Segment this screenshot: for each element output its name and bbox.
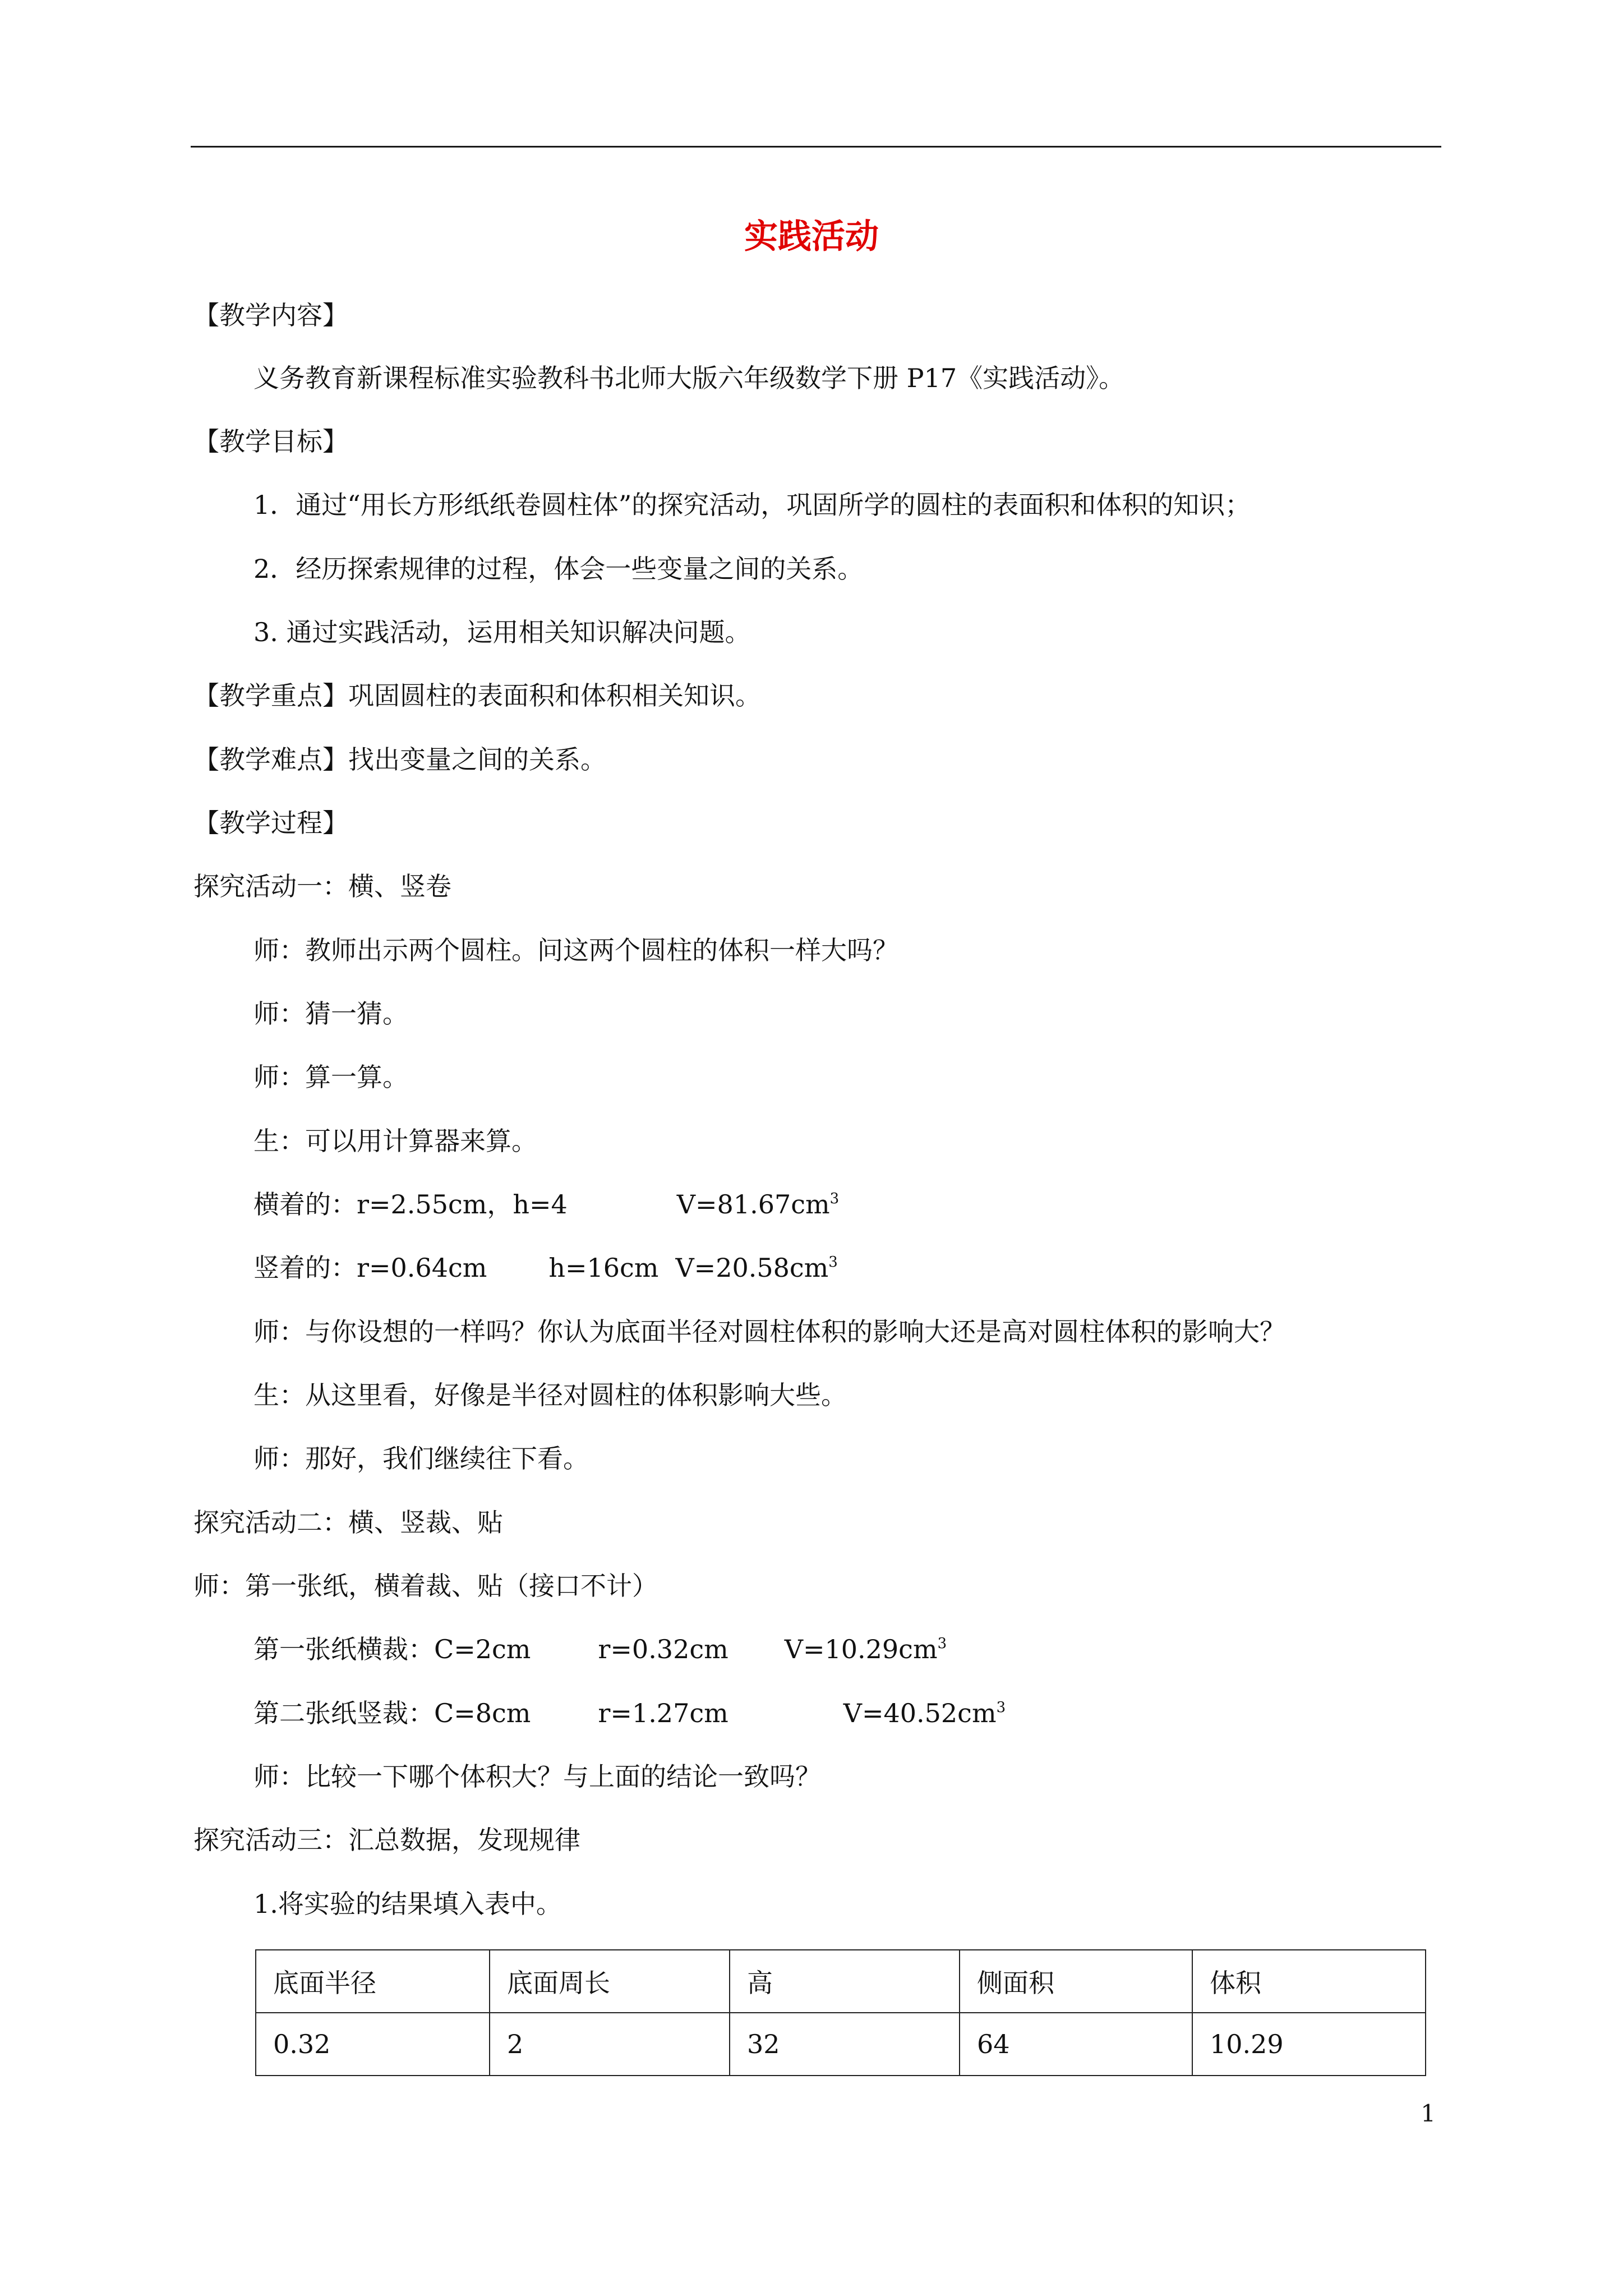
teaching-difficulty: 【教学难点】找出变量之间的关系。 — [193, 744, 606, 775]
vertical-height: h=16cm — [548, 1253, 659, 1283]
table-header-cell: 底面周长 — [490, 1950, 730, 2013]
sheet2-volume: V=40.52cm — [843, 1698, 997, 1728]
table-header-row — [256, 1950, 1426, 2013]
horizontal-volume: V=81.67cm — [676, 1189, 830, 1220]
vertical-volume-exponent: 3 — [828, 1254, 838, 1271]
table-cell: 10.29 — [1192, 2013, 1426, 2076]
sheet1-volume: V=10.29cm — [784, 1634, 938, 1664]
sheet1-label: 第一张纸横裁：C=2cm — [253, 1634, 531, 1664]
section-teaching-content-heading: 【教学内容】 — [193, 300, 348, 330]
activity1-line-5: 师：与你设想的一样吗？你认为底面半径对圆柱体积的影响大还是高对圆柱体积的影响大？ — [253, 1317, 1285, 1347]
table-header-cell: 侧面积 — [960, 1950, 1192, 2013]
vertical-cylinder-data — [253, 1250, 838, 1286]
vertical-volume: V=20.58cm — [675, 1253, 829, 1283]
table-cell: 32 — [730, 2013, 960, 2076]
activity2-line-2: 师：比较一下哪个体积大？与上面的结论一致吗？ — [253, 1761, 821, 1792]
table-cell: 0.32 — [256, 2013, 490, 2076]
section-teaching-goals-heading: 【教学目标】 — [193, 426, 348, 457]
sheet2-label: 第二张纸竖裁：C=8cm — [253, 1698, 531, 1728]
table-header-cell: 底面半径 — [256, 1950, 490, 2013]
sheet1-radius: r=0.32cm — [598, 1634, 728, 1664]
section-teaching-process-heading: 【教学过程】 — [193, 808, 348, 838]
teaching-key-point: 【教学重点】巩固圆柱的表面积和体积相关知识。 — [193, 680, 761, 711]
teaching-content-text: 义务教育新课程标准实验教科书北师大版六年级数学下册 P17《实践活动》。 — [253, 363, 1125, 393]
activity1-line-3: 师：算一算。 — [253, 1062, 408, 1092]
sheet1-data — [253, 1631, 947, 1667]
goal-item-2: 2．经历探索规律的过程，体会一些变量之间的关系。 — [253, 554, 864, 584]
table-header-cell: 体积 — [1192, 1950, 1426, 2013]
activity1-line-4: 生：可以用计算器来算。 — [253, 1126, 537, 1156]
activity1-heading: 探究活动一：横、竖卷 — [193, 871, 451, 901]
goal-item-3: 3. 通过实践活动，运用相关知识解决问题。 — [253, 617, 751, 647]
header-rule — [191, 146, 1441, 148]
table-cell: 2 — [490, 2013, 730, 2076]
activity1-line-6: 生：从这里看，好像是半径对圆柱的体积影响大些。 — [253, 1380, 847, 1410]
horizontal-volume-exponent: 3 — [829, 1190, 840, 1207]
sheet1-volume-exponent: 3 — [937, 1635, 947, 1652]
activity3-heading: 探究活动三：汇总数据，发现规律 — [193, 1825, 580, 1855]
vertical-radius: r=0.64cm — [357, 1253, 487, 1283]
activity2-heading: 探究活动二：横、竖裁、贴 — [193, 1507, 503, 1538]
horizontal-radius-height: r=2.55cm，h=4 — [357, 1189, 568, 1220]
table-cell: 64 — [960, 2013, 1192, 2076]
table-header-cell: 高 — [730, 1950, 960, 2013]
horizontal-cylinder-data — [253, 1186, 839, 1222]
activity1-line-1: 师：教师出示两个圆柱。问这两个圆柱的体积一样大吗？ — [253, 935, 898, 965]
sheet2-data — [253, 1695, 1006, 1731]
table-row — [256, 2013, 1426, 2076]
sheet2-radius: r=1.27cm — [598, 1698, 728, 1728]
vertical-label: 竖着的： — [253, 1253, 357, 1283]
document-title: 实践活动 — [744, 217, 879, 256]
activity3-line-1: 1.将实验的结果填入表中。 — [253, 1889, 562, 1919]
activity1-line-7: 师：那好，我们继续往下看。 — [253, 1443, 589, 1474]
sheet2-volume-exponent: 3 — [996, 1699, 1006, 1716]
horizontal-label: 横着的： — [253, 1189, 357, 1220]
results-table — [255, 1949, 1426, 2076]
page-number: 1 — [1421, 2100, 1436, 2127]
goal-item-1: 1．通过“用长方形纸纸卷圆柱体”的探究活动，巩固所学的圆柱的表面积和体积的知识； — [253, 490, 1251, 520]
activity2-line-1: 师：第一张纸，横着裁、贴（接口不计） — [193, 1571, 658, 1601]
activity1-line-2: 师：猜一猜。 — [253, 999, 408, 1029]
